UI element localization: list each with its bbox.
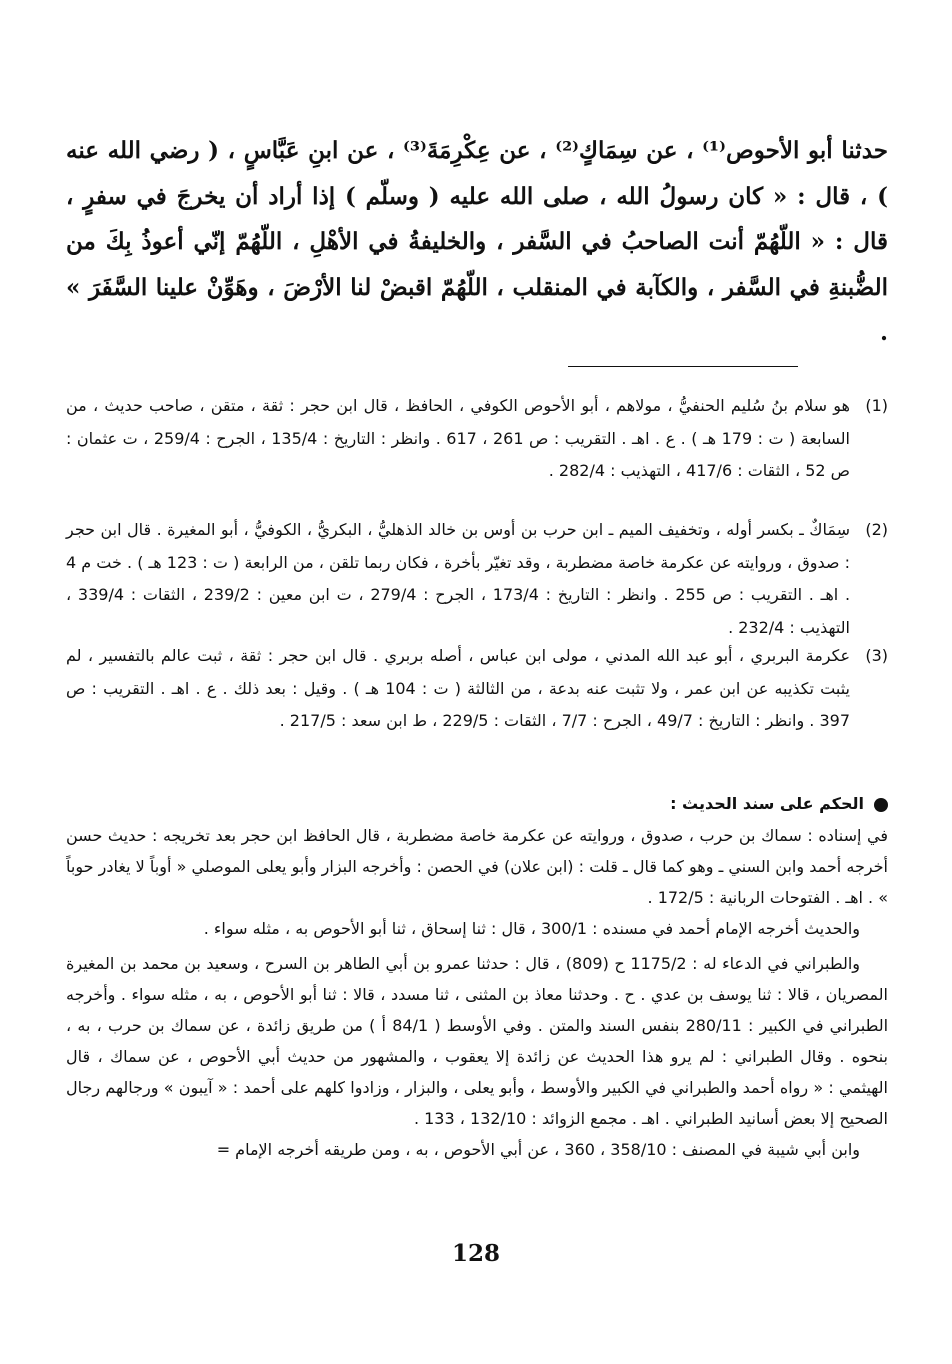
footnote-separator (568, 366, 798, 367)
ruling-body (66, 820, 888, 1165)
footnote-3 (66, 640, 888, 738)
ruling-paragraph-2: والحديث أخرجه الإمام أحمد في مسنده : 300/1 ، قال : ثنا إسحاق ، ثنا أبو الأحوص به ، مثله سواء . (203, 919, 860, 938)
footnote-number: (2) (865, 520, 888, 539)
ruling-paragraph-4: وابن أبي شيبة في المصنف : 358/10 ، 360 ، عن أبي الأحوص ، به ، ومن طريقه أخرجه الإمام = (216, 1140, 860, 1159)
hadith-text (66, 128, 888, 356)
footnote-text: سِمَاكٌ ـ بكسر أوله ، وتخفيف الميم ـ ابن حرب بن أوس بن خالد الذهليُّ ، البكريُّ ، الكوفيُّ ، أبو المغيرة . قال ابن حجر : صدوق ، وروايته عن عكرمة خاصة مضطربة ، وقد تغيّر بأخرة ، فكان ربما تلقن ، من الرابعة ( ت : 123 هـ ) . خت م 4 . اهـ . التقريب : ص 255 . وانظر : التاريخ : 173/4 ، الجرح : 279/4 ، ت ابن معين : 239/2 ، الثقات : 339/4 ، التهذيب : 232/4 . (66, 520, 851, 637)
page-number: 128 (451, 1240, 500, 1267)
ruling-paragraph-1: في إسناده : سماك بن حرب ، صدوق ، وروايته عن عكرمة خاصة مضطربة ، قال الحافظ ابن حجر بعد تخريجه : حديث حسن أخرجه أحمد وابن السني ـ وهو كما قال ـ قلت : (ابن علان) في الحصن : وأخرجه البزار وأبو يعلى الموصلي « أوباً لا يغادر حوباً » . اهـ . الفتوحات الربانية : 172/5 . (66, 826, 888, 907)
footnote-number: (3) (865, 646, 888, 665)
ruling-paragraph-3: والطبراني في الدعاء له : 1175/2 ح (809) ، قال : حدثنا عمرو بن أبي الطاهر بن السرح ، وسعيد بن محمد بن المغيرة المصريان ، قالا : ثنا يوسف بن عدي . ح . وحدثنا معاذ بن المثنى ، ثنا مسدد ، قالا : ثنا أبو الأحوص ، به ، مثله سواء . وأخرجه الطبراني في الكبير : 280/11 بنفس السند والمتن . وفي الأوسط ( 84/1 أ ) من طريق زائدة ، عن سماك بن حرب ، به ، بنحوه . وقال الطبراني : لم يرو هذا الحديث عن زائدة إلا يعقوب ، والمشهور من حديث أبي الأحوص ، عن سماك ، قال الهيثمي : « رواه أحمد والطبراني في الكبير والأوسط ، وأبو يعلى ، والبزار ، وزادوا كلهم على أحمد : « آيبون » ورجالهم رجال الصحيح إلا بعض أسانيد الطبراني . اهـ . مجمع الزوائد : 132/10 ، 133 . (66, 954, 889, 1128)
ruling-heading (66, 788, 888, 820)
footnote-text: عكرمة البربري ، أبو عبد الله المدني ، مولى ابن عباس ، أصله بربري . قال ابن حجر : ثقة ، ثبت عالم بالتفسير ، لم يثبت تكذيبه عن ابن عمر ، ولا تثبت عنه بدعة ، من الثالثة ( ت : 104 هـ ) . وقيل : بعد ذلك . ع . اهـ . التقريب : ص 397 . وانظر : التاريخ : 49/7 ، الجرح : 7/7 ، الثقات : 229/5 ، ط ابن سعد : 217/5 . (66, 646, 850, 730)
hadith-paragraph: حدثنا أبو الأحوص⁽¹⁾ ، عن سِمَاكٍ⁽²⁾ ، عن عِكْرِمَةَ⁽³⁾ ، عن ابنِ عَبَّاسٍ ، ( رضي الله عنه ) ، قال : « كان رسولُ الله ، صلى الله عليه ( وسلّم ) إذا أراد أن يخرجَ في سفرٍ ، قال : « اللّهُمّ أنت الصاحبُ في السَّفر ، والخليفةُ في الأهْلِ ، اللّهُمّ إنّي أعوذُ بِكَ من الضُّبنةِ في السَّفر ، والكآبة في المنقلب ، اللّهُمّ اقبضْ لنا الأرْضَ ، وهَوِّنْ علينا السَّفَرَ » . (66, 137, 888, 346)
footnote-2 (66, 514, 888, 644)
footnote-number: (1) (865, 396, 888, 415)
ruling-heading-text: الحكم على سند الحديث : (670, 794, 864, 813)
footnote-1 (66, 390, 888, 488)
footnote-text: هو سلام بنُ سُليم الحنفيُّ ، مولاهم ، أبو الأحوص الكوفي ، الحافظ ، قال ابن حجر : ثقة ، متقن ، صاحب حديث ، من السابعة ( ت : 179 هـ ) . ع . اهـ . التقريب : ص 261 ، 617 . وانظر : التاريخ : 135/4 ، الجرح : 259/4 ، ت عثمان : ص 52 ، الثقات : 417/6 ، التهذيب : 282/4 . (66, 396, 850, 480)
bullet-icon (874, 798, 888, 812)
